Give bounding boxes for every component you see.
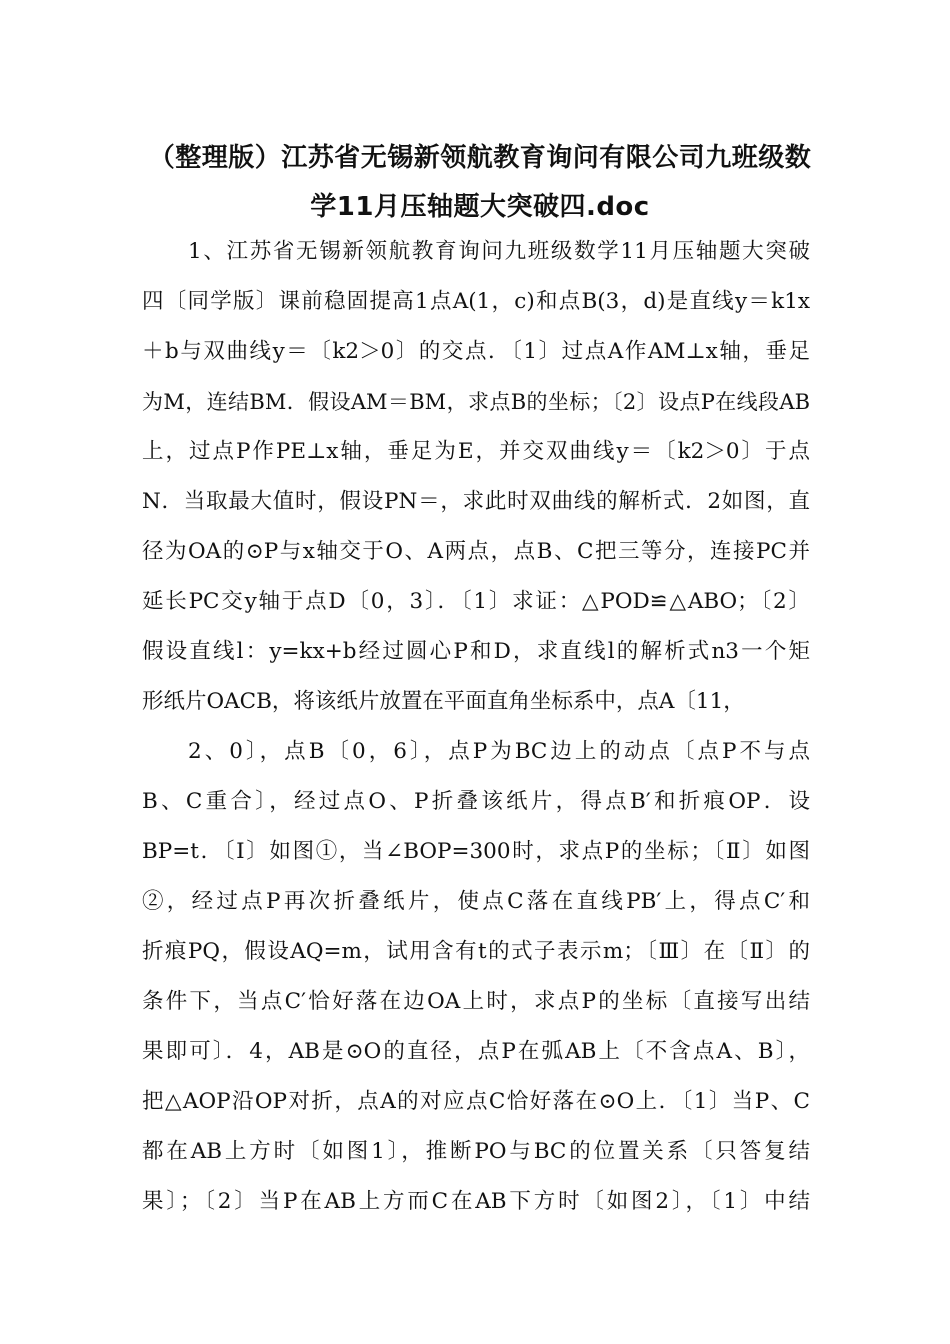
- paragraph-1-line: 假设直线l：y=kx+b经过圆心P和D，求直线l的解析式n3一个矩: [142, 639, 810, 664]
- paragraph-2-line: 都在AB上方时〔如图1〕，推断PO与BC的位置关系〔只答复结: [142, 1139, 810, 1164]
- paragraph-1-line: 四〔同学版〕课前稳固提高1点A(1，c)和点B(3，d)是直线y＝k1x: [142, 289, 810, 314]
- paragraph-2-line: 折痕PQ，假设AQ=m，试用含有t的式子表示m；〔Ⅲ〕在〔Ⅱ〕的: [142, 939, 810, 964]
- paragraph-2-line: 果〕；〔2〕当P在AB上方而C在AB下方时〔如图2〕，〔1〕中结: [142, 1189, 810, 1214]
- paragraph-1-line: 上，过点P作PE⊥x轴，垂足为E，并交双曲线y＝〔k2＞0〕于点: [142, 439, 810, 464]
- paragraph-2-line: 2、0〕，点B〔0，6〕，点P为BC边上的动点〔点P不与点: [188, 739, 810, 764]
- paragraph-2-line: ②，经过点P再次折叠纸片，使点C落在直线PB′上，得点C′和: [142, 889, 810, 914]
- document-title-line-2: 学11月压轴题大突破四.doc: [310, 192, 650, 222]
- paragraph-1-line: 径为OA的⊙P与x轴交于O、A两点，点B、C把三等分，连接PC并: [142, 539, 810, 564]
- paragraph-2-line: B、C重合〕，经过点O、P折叠该纸片，得点B′和折痕OP．设: [142, 789, 810, 814]
- paragraph-1-line: 延长PC交y轴于点D〔0，3〕．〔1〕求证：△POD≌△ABO；〔2〕: [142, 589, 810, 614]
- paragraph-1-line: ＋b与双曲线y＝〔k2＞0〕的交点．〔1〕过点A作AM⊥x轴，垂足: [142, 339, 810, 364]
- paragraph-1-line: 1、江苏省无锡新领航教育询问九班级数学11月压轴题大突破: [188, 239, 810, 264]
- paragraph-2-line: 果即可〕．4，AB是⊙O的直径，点P在弧AB上〔不含点A、B〕，: [142, 1039, 810, 1064]
- document-title-line-1: （整理版）江苏省无锡新领航教育询问有限公司九班级数: [148, 143, 812, 173]
- paragraph-2-line: 条件下，当点C′恰好落在边OA上时，求点P的坐标〔直接写出结: [142, 989, 810, 1014]
- paragraph-1-line: N．当取最大值时，假设PN＝，求此时双曲线的解析式．2如图，直: [142, 489, 810, 514]
- paragraph-1-line: 为M，连结BM．假设AM＝BM，求点B的坐标；〔2〕设点P在线段AB: [142, 390, 810, 414]
- paragraph-1-line: 形纸片OACB，将该纸片放置在平面直角坐标系中，点A〔11，: [142, 689, 745, 714]
- paragraph-2-line: BP=t．〔Ⅰ〕如图①，当∠BOP=300时，求点P的坐标；〔Ⅱ〕如图: [142, 839, 810, 864]
- paragraph-2-line: 把△AOP沿OP对折，点A的对应点C恰好落在⊙O上．〔1〕当P、C: [142, 1089, 810, 1114]
